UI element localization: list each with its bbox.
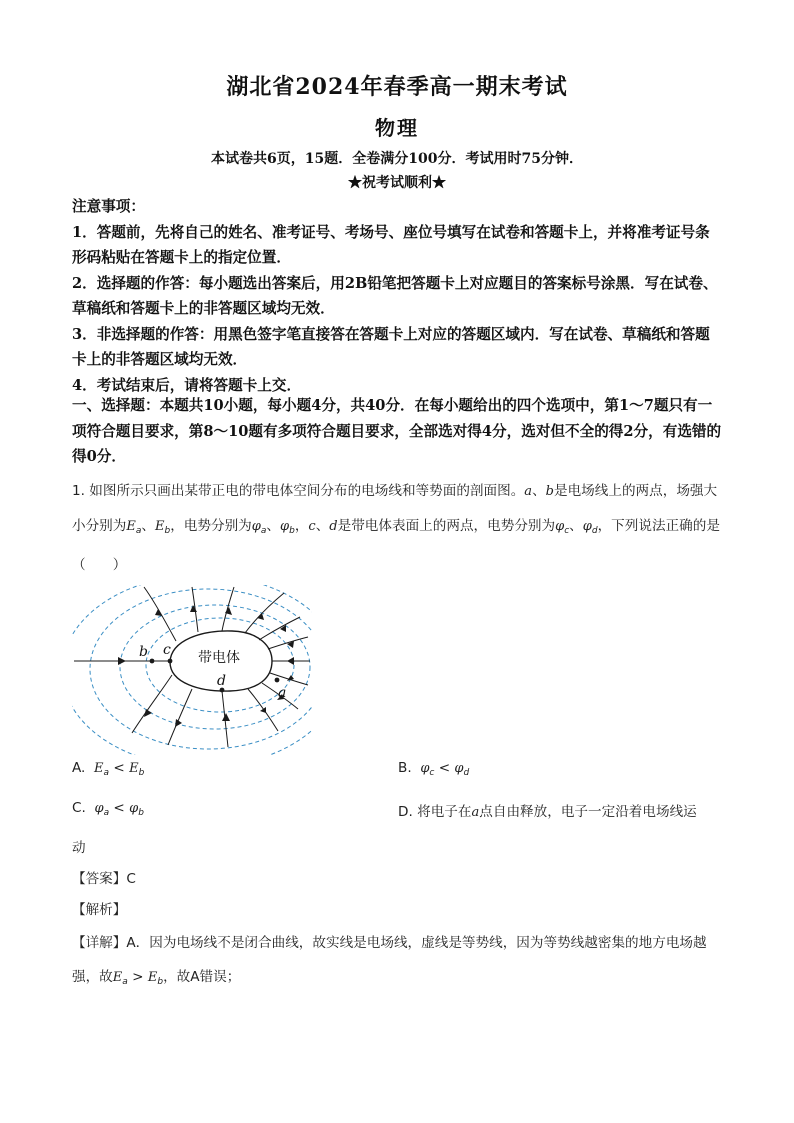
detail-explanation: 【详解】A．因为电场线不是闭合曲线，故实线是电场线，虚线是等势线，因为等势线越密集的地方电场越强，故$E_a > E_b$，故A错误； bbox=[72, 935, 707, 987]
arrow-head bbox=[144, 709, 152, 717]
exam-title: 湖北省2024年春季高一期末考试 bbox=[226, 74, 568, 100]
charged-body-label: 带电体 bbox=[198, 650, 240, 666]
question-1-stem: 1. 如图所示只画出某带正电的带电体空间分布的电场线和等势面的剖面图。a、b是电场线上的两点，场强大小分别为$E_a$、$E_b$，电势分别为$\varphi_a$、$\varphi_b$，c、d是带电体表面上的两点，电势分别为$\varphi_c$、$\varphi_d$，下列说法正确的是（ ） bbox=[72, 483, 720, 573]
option-c: C. $\varphi_a < \varphi_b$ bbox=[72, 800, 144, 818]
field-line bbox=[168, 689, 192, 745]
option-d-continued: 动 bbox=[72, 840, 86, 856]
notes-heading: 注意事项： bbox=[72, 198, 145, 215]
note-item: 4．考试结束后，请将答题卡上交． bbox=[72, 376, 302, 394]
answer-tag: 【答案】 bbox=[72, 871, 127, 887]
answer-value: C bbox=[126, 871, 136, 887]
arrow-head bbox=[222, 713, 230, 721]
field-line bbox=[132, 675, 172, 733]
exam-meta: 本试卷共6页，15题．全卷满分100分．考试用时75分钟． bbox=[211, 151, 583, 167]
electric-field-figure bbox=[72, 585, 312, 755]
option-d: D. 将电子在a点自由释放，电子一定沿着电场线运 bbox=[398, 804, 697, 820]
note-item: 3．非选择题的作答：用黑色签字笔直接答在答题卡上对应的答题区域内．写在试卷、草稿纸和答题卡上的非答题区域均无效． bbox=[72, 325, 710, 368]
good-luck-line: ★祝考试顺利★ bbox=[348, 175, 446, 191]
arrow-head bbox=[287, 657, 294, 665]
analysis-tag: 【解析】 bbox=[72, 902, 127, 918]
point-b bbox=[150, 659, 155, 664]
option-b: B. $\varphi_c < \varphi_d$ bbox=[398, 760, 470, 778]
label-d: d bbox=[217, 673, 226, 689]
arrow-head bbox=[190, 605, 197, 612]
subject-title: 物理 bbox=[375, 116, 419, 140]
label-c: c bbox=[163, 642, 171, 658]
detail-tag: 【详解】 bbox=[72, 935, 127, 951]
label-a: a bbox=[278, 685, 287, 701]
note-item: 1．答题前，先将自己的姓名、准考证号、考场号、座位号填写在试卷和答题卡上，并将准考证号条形码粘贴在答题卡上的指定位置． bbox=[72, 223, 710, 266]
point-c bbox=[168, 659, 173, 664]
note-item: 2．选择题的作答：每小题选出答案后，用2B铅笔把答题卡上对应题目的答案标号涂黑．写在试卷、草稿纸和答题卡上的非答题区域均无效． bbox=[72, 274, 718, 317]
arrow-head bbox=[118, 657, 126, 665]
point-a bbox=[275, 678, 280, 683]
section-heading: 一、选择题：本题共10小题，每小题4分，共40分．在每小题给出的四个选项中，第1～7题只有一项符合题目要求，第8～10题有多项符合题目要求，全部选对得4分，选对但不全的得2分，有选错的得0分． bbox=[72, 397, 722, 465]
answer-line bbox=[72, 867, 136, 887]
arrow-head bbox=[155, 609, 162, 616]
label-b: b bbox=[139, 644, 148, 660]
option-a: A. $E_a < E_b$ bbox=[72, 760, 145, 778]
notes-block bbox=[72, 194, 722, 398]
